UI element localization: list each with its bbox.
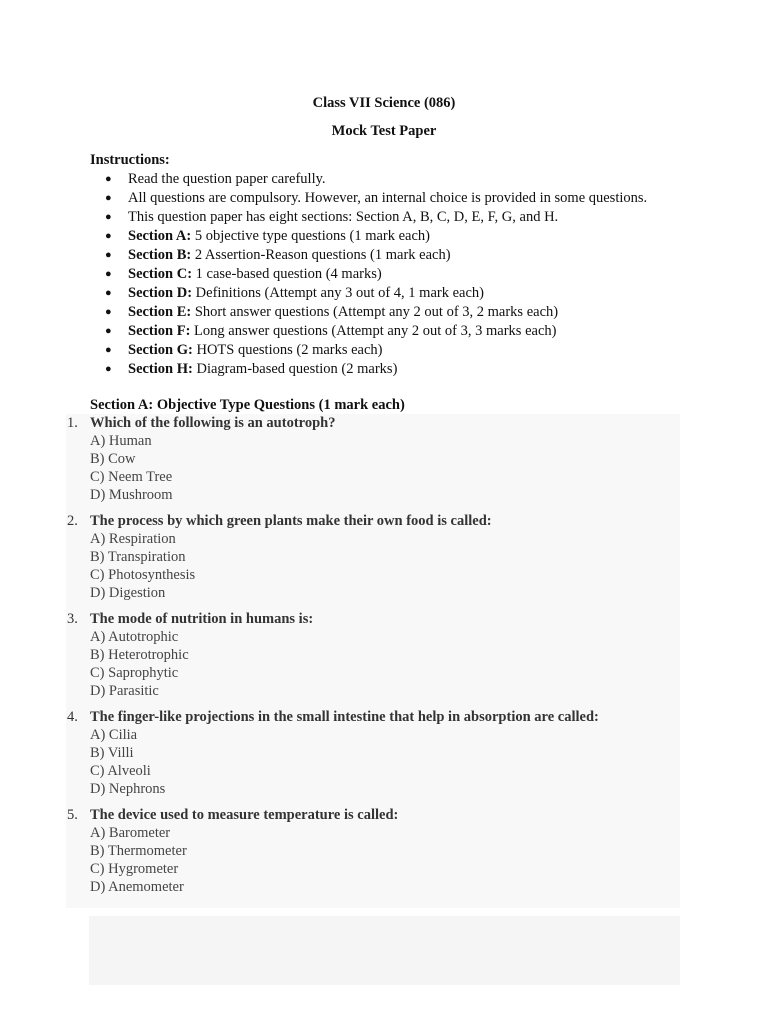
instruction-item: ● Section C: 1 case-based question (4 marks) (105, 266, 382, 282)
bullet-icon: ● (105, 192, 112, 204)
bullet-icon: ● (105, 211, 112, 223)
answer-option: C) Photosynthesis (90, 567, 196, 583)
answer-option: B) Transpiration (90, 549, 186, 565)
question-number: 3. (67, 611, 78, 627)
question-item (0, 414, 768, 504)
bullet-icon: ● (105, 249, 112, 261)
bullet-icon: ● (105, 230, 112, 242)
answer-option: A) Cilia (90, 727, 138, 743)
instruction-item: ● Read the question paper carefully. (105, 171, 326, 187)
question-item (0, 610, 768, 700)
answer-option: C) Hygrometer (90, 861, 179, 877)
instruction-item: ● Section G: HOTS questions (2 marks each) (105, 342, 383, 358)
instruction-item: ● Section A: 5 objective type questions (1 mark each) (105, 228, 431, 244)
answer-option: D) Nephrons (90, 781, 166, 797)
answer-option: B) Cow (90, 451, 136, 467)
question-item (0, 806, 768, 896)
instruction-item: ● Section E: Short answer questions (Attempt any 2 out of 3, 2 marks each) (105, 304, 559, 320)
answer-option: A) Respiration (90, 531, 176, 547)
answer-option: B) Thermometer (90, 843, 187, 859)
instructions-list (105, 170, 648, 379)
bullet-icon: ● (105, 173, 112, 185)
page-title: Class VII Science (086) (312, 95, 456, 111)
answer-option: A) Human (90, 433, 152, 449)
answer-option: A) Barometer (90, 825, 171, 841)
question-number: 2. (67, 513, 78, 529)
bullet-icon: ● (105, 325, 112, 337)
question-number: 4. (67, 709, 78, 725)
answer-option: B) Villi (90, 745, 134, 761)
answer-option: B) Heterotrophic (90, 647, 189, 663)
question-text: Which of the following is an autotroph? (90, 415, 336, 431)
blank-panel (89, 916, 680, 985)
bullet-icon: ● (105, 306, 112, 318)
bullet-icon: ● (105, 268, 112, 280)
instruction-item: ● Section F: Long answer questions (Attempt any 2 out of 3, 3 marks each) (105, 323, 557, 339)
answer-option: C) Saprophytic (90, 665, 179, 681)
section-a-heading: Section A: Objective Type Questions (1 mark each) (90, 397, 405, 413)
instruction-item: ● Section B: 2 Assertion-Reason questions (1 mark each) (105, 247, 451, 263)
question-text: The finger-like projections in the small intestine that help in absorption are called: (90, 709, 599, 725)
instruction-item: ● This question paper has eight sections: Section A, B, C, D, E, F, G, and H. (105, 209, 559, 225)
instruction-item: ● All questions are compulsory. However, an internal choice is provided in some questions. (105, 190, 648, 206)
bullet-icon: ● (105, 344, 112, 356)
answer-option: D) Anemometer (90, 879, 184, 895)
instruction-item: ● Section H: Diagram-based question (2 marks) (105, 361, 398, 377)
question-number: 5. (67, 807, 78, 823)
question-text: The mode of nutrition in humans is: (90, 611, 314, 627)
question-text: The device used to measure temperature is called: (90, 807, 399, 823)
question-number: 1. (67, 415, 78, 431)
questions-list (0, 414, 768, 904)
answer-option: C) Neem Tree (90, 469, 173, 485)
bullet-icon: ● (105, 363, 112, 375)
instruction-item: ● Section D: Definitions (Attempt any 3 out of 4, 1 mark each) (105, 285, 484, 301)
answer-option: D) Digestion (90, 585, 166, 601)
answer-option: C) Alveoli (90, 763, 151, 779)
bullet-icon: ● (105, 287, 112, 299)
question-item (0, 512, 768, 602)
question-item (0, 708, 768, 798)
page-subtitle: Mock Test Paper (331, 123, 437, 139)
answer-option: D) Mushroom (90, 487, 173, 503)
question-text: The process by which green plants make their own food is called: (90, 513, 492, 529)
instructions-heading: Instructions: (90, 152, 170, 168)
answer-option: A) Autotrophic (90, 629, 179, 645)
answer-option: D) Parasitic (90, 683, 159, 699)
